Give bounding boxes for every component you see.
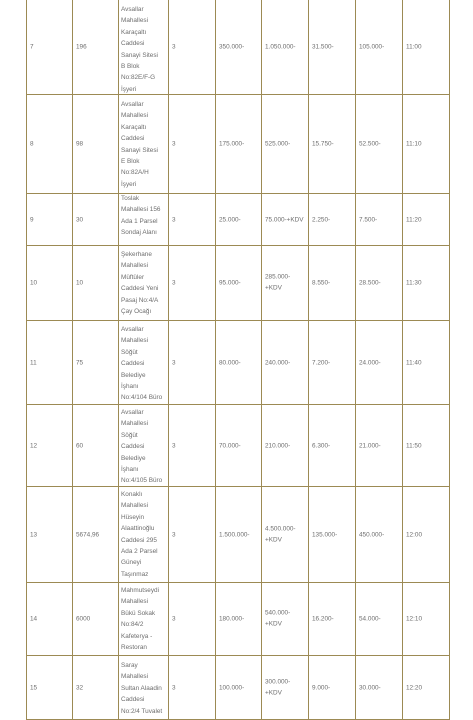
address-line: Konaklı	[121, 491, 143, 498]
time-value: 12:20	[406, 683, 422, 691]
address-cell	[118, 487, 168, 582]
count-cell	[168, 487, 215, 582]
deposit-cell	[308, 583, 355, 655]
area-value: 60	[76, 441, 84, 449]
area-cell	[72, 487, 118, 582]
time-cell	[402, 95, 450, 193]
address-line: No:4/105 Büro	[121, 477, 163, 485]
value-line: 4.500.000-	[265, 525, 296, 533]
estimated-price-value: 70.000-	[219, 441, 241, 449]
count-cell	[168, 583, 215, 655]
address-line: Müftüler	[121, 273, 145, 281]
area-cell	[72, 583, 118, 655]
table-row	[26, 194, 450, 246]
row-number-cell	[26, 405, 72, 486]
total-price-value	[265, 608, 307, 631]
estimated-price-cell	[215, 583, 261, 655]
row-number-cell	[26, 194, 72, 245]
total-price-value: 210.000-	[265, 441, 291, 449]
address-line: Mahallesi	[121, 598, 148, 606]
address-line: İşhanı	[121, 383, 139, 391]
table-row	[26, 246, 450, 321]
address-line: Caddesi 295	[121, 536, 157, 544]
count-cell	[168, 405, 215, 486]
address-cell	[118, 0, 168, 94]
total-amount-value: 21.000-	[359, 441, 381, 449]
area-value: 6000	[76, 615, 91, 623]
address-line: Kafeterya -	[121, 632, 153, 640]
row-number-value: 8	[30, 140, 34, 148]
table-row	[26, 321, 450, 405]
area-cell	[72, 0, 118, 94]
total-amount-value: 54.000-	[359, 615, 381, 623]
total-amount-value: 7.500-	[359, 215, 378, 223]
time-value: 11:00	[406, 43, 422, 51]
address-line: Ada 1 Parsel	[121, 217, 158, 225]
row-number-value: 12	[30, 441, 38, 449]
time-value: 12:00	[406, 530, 422, 538]
address-line: Mahallesi	[121, 262, 148, 270]
estimated-price-value: 100.000-	[219, 683, 245, 691]
area-cell	[72, 656, 118, 719]
estimated-price-cell	[215, 194, 261, 245]
count-cell	[168, 321, 215, 404]
count-value: 3	[172, 358, 176, 366]
row-number-value: 9	[30, 215, 34, 223]
address-line: Avsallar	[121, 6, 144, 13]
address-line: Mahallesi	[121, 17, 148, 25]
total-price-value	[265, 676, 307, 699]
address-line: Sultan Alaadin	[121, 684, 162, 692]
address-line: Restoran	[121, 644, 147, 652]
estimated-price-value: 80.000-	[219, 358, 241, 366]
address-text	[121, 249, 167, 317]
area-cell	[72, 95, 118, 193]
address-cell	[118, 95, 168, 193]
time-value: 11:50	[406, 441, 422, 449]
area-value: 98	[76, 140, 84, 148]
address-line: Karaçaltı	[121, 123, 147, 131]
time-cell	[402, 246, 450, 320]
time-cell	[402, 405, 450, 486]
address-line: Saray	[121, 662, 138, 669]
deposit-cell	[308, 405, 355, 486]
table-row	[26, 405, 450, 487]
time-value: 12:10	[406, 615, 422, 623]
estimated-price-value: 350.000-	[219, 43, 245, 51]
table-row	[26, 95, 450, 194]
count-value: 3	[172, 215, 176, 223]
address-line: İşyeri	[121, 85, 137, 93]
address-cell	[118, 405, 168, 486]
total-price-value: 240.000-	[265, 358, 291, 366]
address-line: Caddesi Yeni	[121, 285, 159, 293]
address-line: Mahmutseydi	[121, 587, 160, 594]
row-number-value: 15	[30, 683, 38, 691]
estimated-price-cell	[215, 95, 261, 193]
total-price-cell	[261, 321, 308, 404]
address-line: Toslak	[121, 195, 140, 202]
row-number-cell	[26, 95, 72, 193]
address-line: Söğüt	[121, 348, 138, 356]
total-amount-cell	[355, 487, 402, 582]
deposit-cell	[308, 0, 355, 94]
deposit-value: 2.250-	[312, 215, 331, 223]
count-cell	[168, 656, 215, 719]
area-value: 10	[76, 279, 84, 287]
address-cell	[118, 246, 168, 320]
total-price-cell	[261, 95, 308, 193]
address-line: Avsallar	[121, 101, 144, 108]
estimated-price-value: 180.000-	[219, 615, 245, 623]
total-amount-value: 28.500-	[359, 279, 381, 287]
area-value: 5674,96	[76, 530, 100, 538]
address-line: Hüseyin	[121, 513, 145, 521]
address-line: Mahallesi	[121, 337, 148, 345]
value-line: +KDV	[265, 621, 282, 628]
table-row	[26, 0, 450, 95]
row-number-cell	[26, 487, 72, 582]
total-amount-cell	[355, 321, 402, 404]
row-number-value: 13	[30, 530, 38, 538]
deposit-value: 9.000-	[312, 683, 331, 691]
row-number-cell	[26, 0, 72, 94]
total-price-value: 1.050.000-	[265, 43, 296, 51]
total-price-cell	[261, 583, 308, 655]
row-number-value: 14	[30, 615, 38, 623]
address-line: Çay Ocağı	[121, 308, 152, 316]
area-cell	[72, 246, 118, 320]
address-cell	[118, 583, 168, 655]
deposit-cell	[308, 95, 355, 193]
total-price-cell	[261, 405, 308, 486]
time-value: 11:30	[406, 279, 422, 287]
address-line: Sanayi Sitesi	[121, 51, 158, 59]
address-line: Caddesi	[121, 40, 145, 48]
address-line: Şekerhane	[121, 251, 152, 258]
deposit-value: 8.550-	[312, 279, 331, 287]
time-value: 11:20	[406, 215, 422, 223]
value-line: +KDV	[265, 285, 282, 292]
estimated-price-cell	[215, 321, 261, 404]
address-line: Caddesi	[121, 443, 145, 451]
time-cell	[402, 583, 450, 655]
estimated-price-cell	[215, 487, 261, 582]
table-row	[26, 487, 450, 583]
address-line: Mahallesi 156	[121, 206, 161, 214]
count-value: 3	[172, 43, 176, 51]
address-cell	[118, 194, 168, 245]
deposit-cell	[308, 321, 355, 404]
time-cell	[402, 487, 450, 582]
estimated-price-value: 95.000-	[219, 279, 241, 287]
total-price-cell	[261, 194, 308, 245]
deposit-value: 6.300-	[312, 441, 331, 449]
table-row	[26, 656, 450, 720]
address-cell	[118, 321, 168, 404]
area-value: 75	[76, 358, 84, 366]
deposit-cell	[308, 487, 355, 582]
total-amount-cell	[355, 95, 402, 193]
address-text	[121, 407, 167, 487]
auction-table	[26, 0, 450, 720]
time-value: 11:40	[406, 358, 422, 366]
count-value: 3	[172, 279, 176, 287]
table-row	[26, 583, 450, 656]
time-cell	[402, 656, 450, 719]
address-line: Caddesi	[121, 696, 145, 704]
estimated-price-cell	[215, 405, 261, 486]
row-number-cell	[26, 321, 72, 404]
deposit-value: 135.000-	[312, 530, 338, 538]
count-value: 3	[172, 140, 176, 148]
address-line: Mahallesi	[121, 673, 148, 681]
address-line: Caddesi	[121, 360, 145, 368]
address-line: No:82A/H	[121, 169, 149, 177]
estimated-price-value: 25.000-	[219, 215, 241, 223]
area-value: 32	[76, 683, 84, 691]
deposit-cell	[308, 194, 355, 245]
value-line: 540.000-	[265, 609, 291, 617]
count-value: 3	[172, 683, 176, 691]
address-line: Mahallesi	[121, 420, 148, 428]
address-line: Mahallesi	[121, 502, 148, 510]
value-line: +KDV	[265, 689, 282, 697]
deposit-value: 15.750-	[312, 140, 334, 148]
total-amount-value: 450.000-	[359, 530, 385, 538]
address-line: Belediye	[121, 371, 146, 379]
row-number-cell	[26, 583, 72, 655]
count-value: 3	[172, 441, 176, 449]
address-line: E Blok	[121, 158, 140, 166]
address-line: No:82E/F-G	[121, 74, 156, 82]
address-text	[121, 585, 167, 653]
area-value: 196	[76, 43, 87, 51]
count-value: 3	[172, 615, 176, 623]
estimated-price-cell	[215, 656, 261, 719]
count-cell	[168, 194, 215, 245]
time-cell	[402, 194, 450, 245]
total-amount-cell	[355, 246, 402, 320]
total-amount-cell	[355, 583, 402, 655]
address-line: Bükü Sokak	[121, 609, 156, 617]
area-value: 30	[76, 215, 84, 223]
deposit-value: 16.200-	[312, 615, 334, 623]
address-line: Mahallesi	[121, 112, 148, 120]
total-amount-cell	[355, 405, 402, 486]
address-cell	[118, 656, 168, 719]
count-cell	[168, 0, 215, 94]
address-line: İşhanı	[121, 466, 139, 474]
deposit-cell	[308, 656, 355, 719]
count-cell	[168, 246, 215, 320]
address-line: Güneyi	[121, 559, 142, 567]
total-price-cell	[261, 246, 308, 320]
total-price-value: 75.000-+KDV	[265, 215, 304, 223]
address-line: No:4/104 Büro	[121, 394, 163, 402]
address-line: Ada 2 Parsel	[121, 548, 158, 556]
deposit-value: 7.200-	[312, 358, 331, 366]
total-amount-value: 52.500-	[359, 140, 381, 148]
total-amount-cell	[355, 0, 402, 94]
total-price-value: 525.000-	[265, 140, 291, 148]
total-price-value	[265, 523, 307, 546]
estimated-price-value: 175.000-	[219, 140, 245, 148]
address-text	[121, 99, 167, 190]
address-line: Söğüt	[121, 431, 138, 439]
address-line: No:84/2	[121, 621, 144, 629]
address-text	[121, 4, 167, 95]
address-line: Belediye	[121, 454, 146, 462]
estimated-price-cell	[215, 0, 261, 94]
row-number-value: 11	[30, 358, 37, 366]
count-value: 3	[172, 530, 176, 538]
value-line: +KDV	[265, 536, 282, 544]
address-text	[121, 193, 167, 239]
address-line: Sondaj Alanı	[121, 229, 157, 237]
address-line: No:2/4 Tuvalet	[121, 707, 163, 715]
value-line: 285.000-	[265, 273, 291, 281]
row-number-value: 7	[30, 43, 34, 51]
address-line: Pasaj No:4/A	[121, 296, 159, 304]
area-cell	[72, 194, 118, 245]
address-line: Avsallar	[121, 326, 144, 333]
total-price-value	[265, 272, 307, 295]
total-amount-cell	[355, 656, 402, 719]
row-number-value: 10	[30, 279, 38, 287]
address-line: Sanayi Sitesi	[121, 146, 158, 154]
address-line: Karaçaltı	[121, 28, 147, 36]
time-cell	[402, 0, 450, 94]
total-amount-value: 30.000-	[359, 683, 381, 691]
total-price-cell	[261, 0, 308, 94]
estimated-price-value: 1.500.000-	[219, 530, 250, 538]
address-line: Avsallar	[121, 409, 144, 416]
total-amount-value: 24.000-	[359, 358, 381, 366]
count-cell	[168, 95, 215, 193]
time-cell	[402, 321, 450, 404]
deposit-value: 31.500-	[312, 43, 334, 51]
address-text	[121, 660, 167, 717]
address-line: Alaattinoğlu	[121, 525, 155, 533]
total-amount-cell	[355, 194, 402, 245]
time-value: 11:10	[406, 140, 422, 148]
total-amount-value: 105.000-	[359, 43, 385, 51]
value-line: 300.000-	[265, 678, 291, 686]
deposit-cell	[308, 246, 355, 320]
address-text	[121, 489, 167, 580]
address-line: İşyeri	[121, 180, 137, 188]
area-cell	[72, 321, 118, 404]
row-number-cell	[26, 656, 72, 719]
address-line: B Blok	[121, 63, 140, 71]
row-number-cell	[26, 246, 72, 320]
address-text	[121, 324, 167, 404]
estimated-price-cell	[215, 246, 261, 320]
total-price-cell	[261, 487, 308, 582]
address-line: Caddesi	[121, 135, 145, 143]
area-cell	[72, 405, 118, 486]
total-price-cell	[261, 656, 308, 719]
address-line: Taşınmaz	[121, 570, 149, 578]
